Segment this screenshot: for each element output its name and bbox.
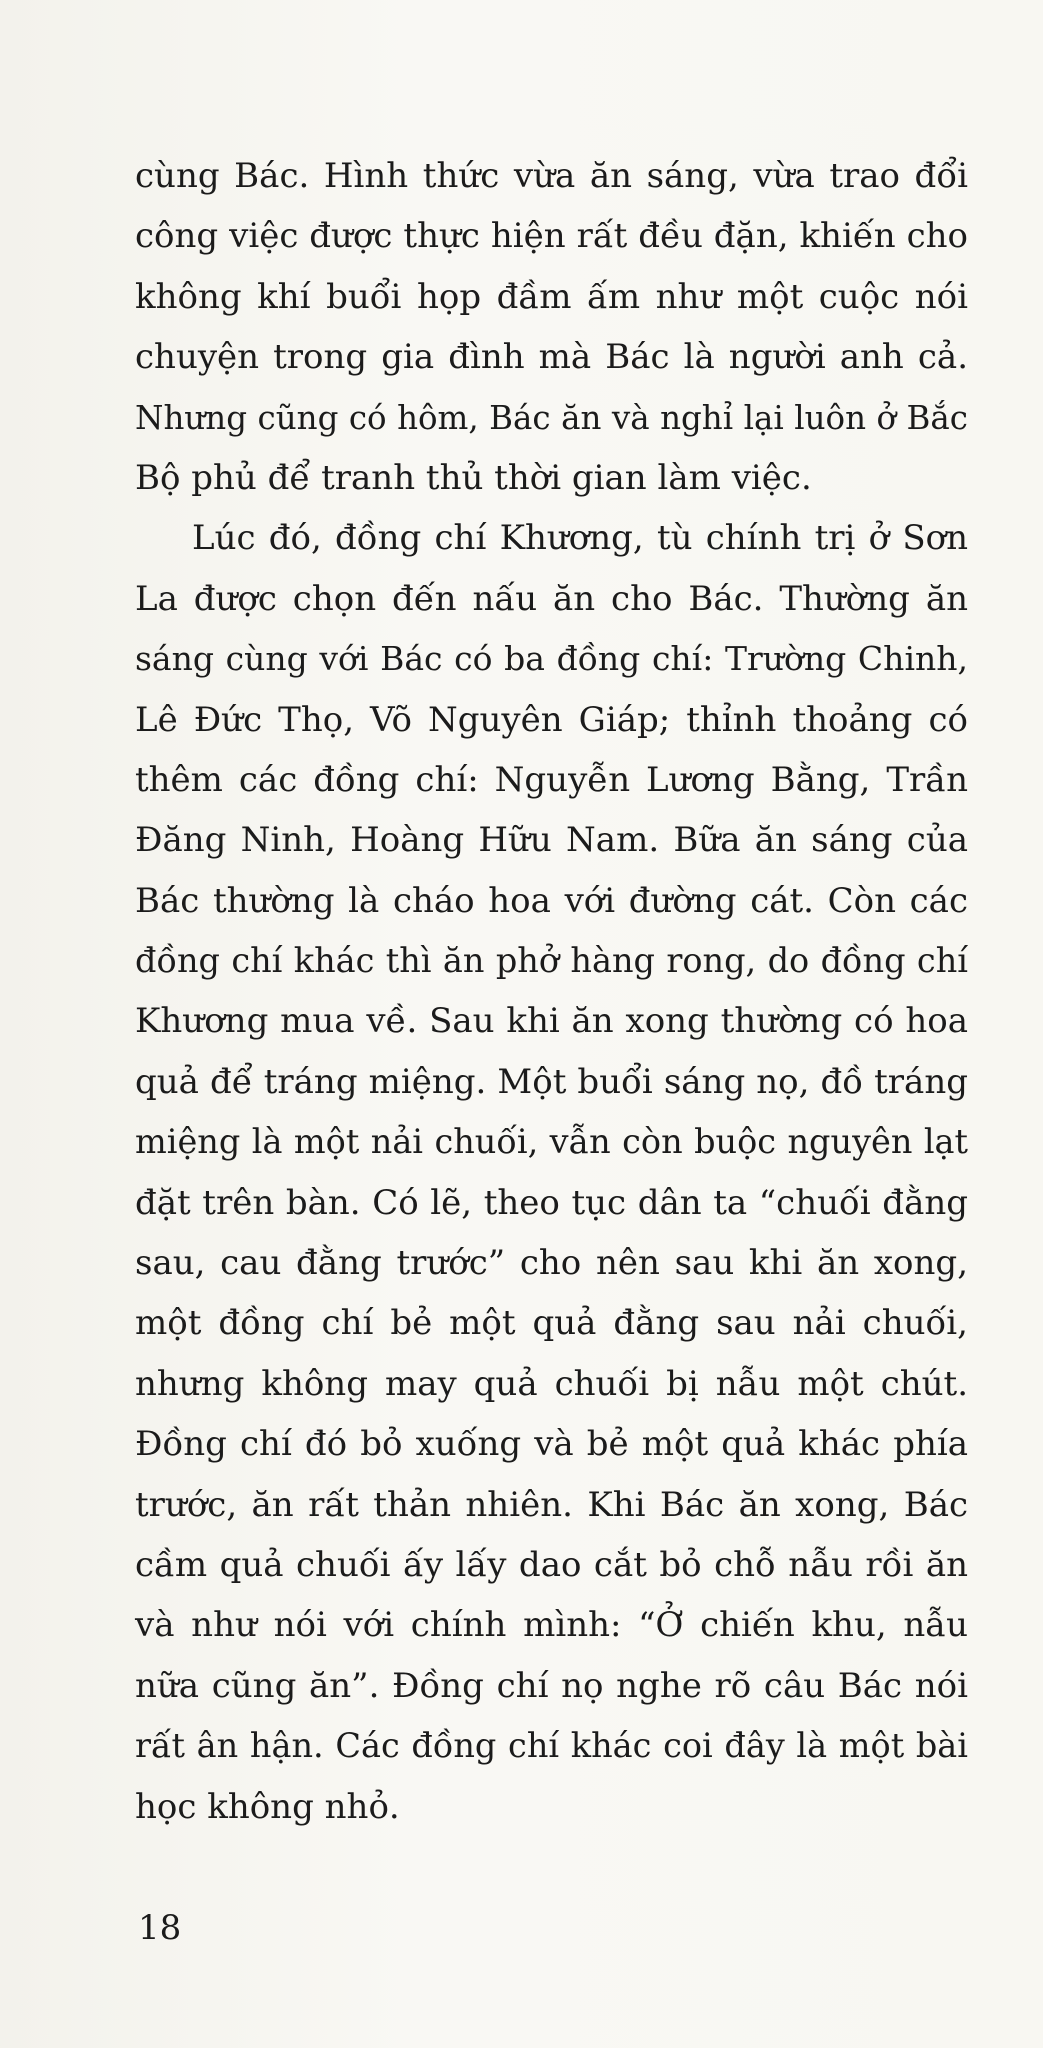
text-line: một đồng chí bẻ một quả đằng sau nải chuối, <box>135 1303 968 1344</box>
text-line: trước, ăn rất thản nhiên. Khi Bác ăn xong, Bác <box>135 1484 968 1525</box>
text-line: đồng chí khác thì ăn phở hàng rong, do đồng chí <box>135 941 968 981</box>
text-line: sáng cùng với Bác có ba đồng chí: Trường Chinh, <box>135 639 968 679</box>
text-line: chuyện trong gia đình mà Bác là người anh cả. <box>135 337 968 378</box>
text-line: Bộ phủ để tranh thủ thời gian làm việc. <box>135 457 812 498</box>
text-line: miệng là một nải chuối, vẫn còn buộc nguyên lạt <box>135 1122 968 1162</box>
text-line: thêm các đồng chí: Nguyễn Lương Bằng, Trần <box>135 759 968 800</box>
page-number: 18 <box>138 1908 182 1948</box>
text-line: học không nhỏ. <box>135 1786 400 1827</box>
text-line: Bác thường là cháo hoa với đường cát. Còn các <box>135 880 968 921</box>
text-line: Đồng chí đó bỏ xuống và bẻ một quả khác phía <box>135 1424 968 1465</box>
text-line: rất ân hận. Các đồng chí khác coi đây là một bài <box>135 1726 968 1766</box>
text-line: quả để tráng miệng. Một buổi sáng nọ, đồ tráng <box>135 1061 968 1102</box>
text-line: nữa cũng ăn”. Đồng chí nọ nghe rõ câu Bác nói <box>135 1665 968 1706</box>
text-line: cầm quả chuối ấy lấy dao cắt bỏ chỗ nẫu rồi ăn <box>135 1544 968 1585</box>
text-line: và như nói với chính mình: “Ở chiến khu, nẫu <box>135 1605 968 1646</box>
text-line: Lúc đó, đồng chí Khương, tù chính trị ở Sơn <box>192 518 968 559</box>
text-line: công việc được thực hiện rất đều đặn, khiến cho <box>135 216 968 257</box>
text-line: Đăng Ninh, Hoàng Hữu Nam. Bữa ăn sáng của <box>135 820 968 861</box>
body-text <box>135 146 968 1837</box>
text-line: La được chọn đến nấu ăn cho Bác. Thường ăn <box>135 578 968 619</box>
text-line: cùng Bác. Hình thức vừa ăn sáng, vừa trao đổi <box>135 156 968 196</box>
text-line: Khương mua về. Sau khi ăn xong thường có hoa <box>135 1001 968 1042</box>
text-line: đặt trên bàn. Có lẽ, theo tục dân ta “chuối đằng <box>135 1182 968 1223</box>
text-line: sau, cau đằng trước” cho nên sau khi ăn xong, <box>135 1243 968 1284</box>
text-line: nhưng không may quả chuối bị nẫu một chút. <box>135 1363 968 1404</box>
text-line: không khí buổi họp đầm ấm như một cuộc nói <box>135 276 968 317</box>
text-line: Nhưng cũng có hôm, Bác ăn và nghỉ lại luôn ở Bắc <box>135 398 968 437</box>
text-line: Lê Đức Thọ, Võ Nguyên Giáp; thỉnh thoảng có <box>135 699 968 740</box>
